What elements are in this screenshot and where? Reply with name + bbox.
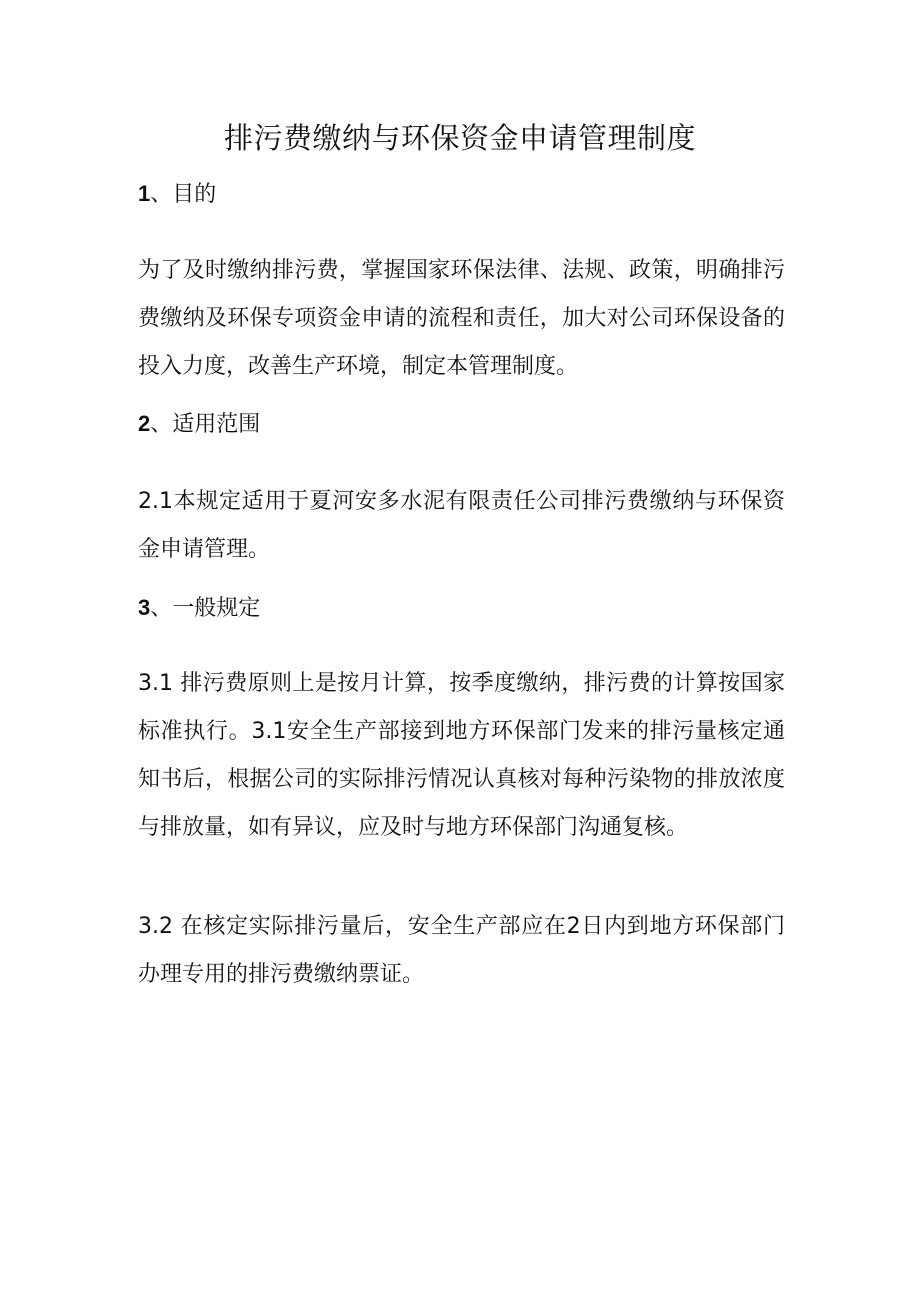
section-2-heading	[138, 400, 785, 449]
section-3-paragraph-2: 3.2 在核定实际排污量后，安全生产部应在2日内到地方环保部门办理专用的排污费缴纳票证。	[138, 914, 785, 987]
section-1-title: 、目的	[150, 182, 217, 207]
section-3-paragraph-1: 3.1 排污费原则上是按月计算，按季度缴纳，排污费的计算按国家标准执行。3.1安全生产部接到地方环保部门发来的排污量核定通知书后，根据公司的实际排污情况认真核对每种污染物的排放浓度与排放量，如有异议，应及时与地方环保部门沟通复核。	[138, 671, 785, 840]
section-3-title: 、一般规定	[150, 596, 261, 621]
section-2-number: 2	[138, 411, 151, 436]
section-3-heading	[138, 584, 785, 633]
section-3-number: 3	[138, 595, 151, 620]
section-1-heading	[138, 170, 785, 219]
section-1-number: 1	[138, 181, 151, 206]
section-2-title: 、适用范围	[150, 412, 261, 437]
document-title: 排污费缴纳与环保资金申请管理制度	[223, 121, 696, 155]
section-1-paragraph: 为了及时缴纳排污费，掌握国家环保法律、法规、政策，明确排污费缴纳及环保专项资金申请的流程和责任，加大对公司环保设备的投入力度，改善生产环境，制定本管理制度。	[138, 258, 785, 379]
section-2-paragraph: 2.1本规定适用于夏河安多水泥有限责任公司排污费缴纳与环保资金申请管理。	[138, 489, 785, 562]
